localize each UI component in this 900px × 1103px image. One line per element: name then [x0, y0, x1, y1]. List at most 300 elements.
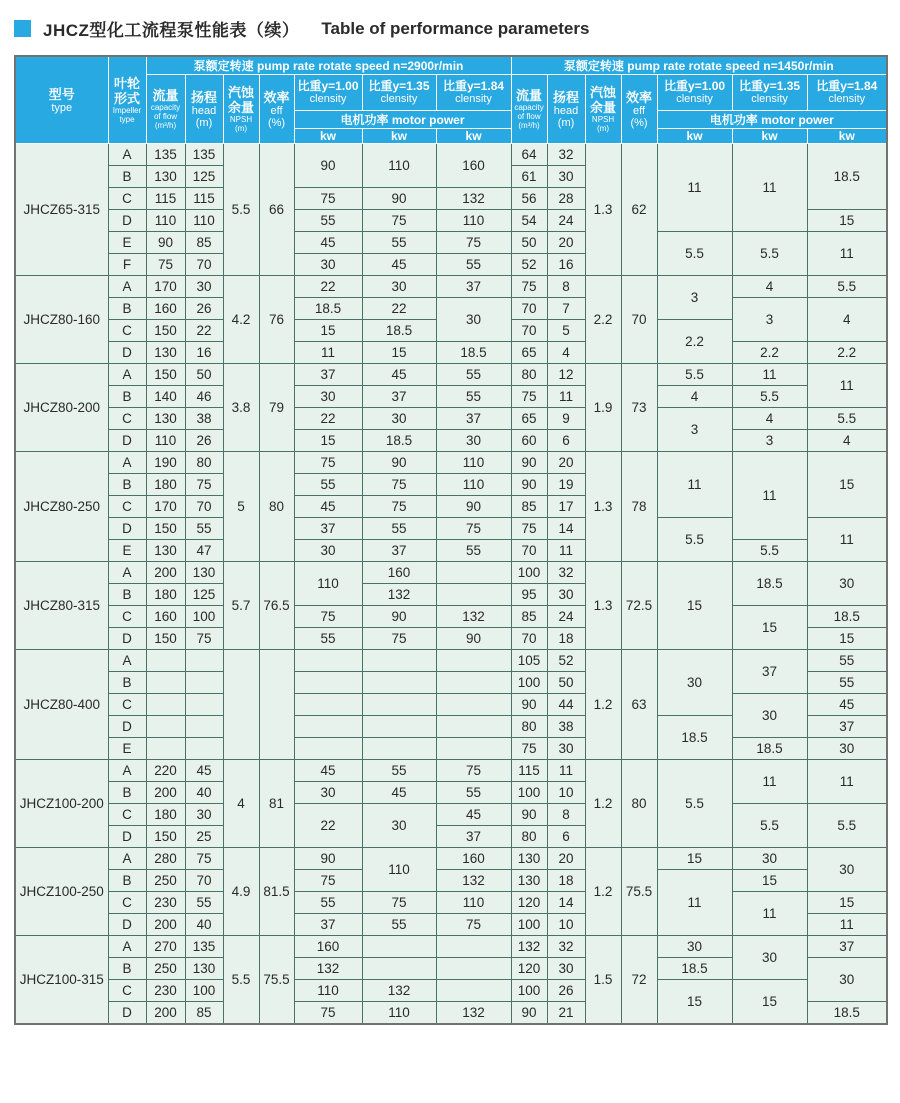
kw-header: kw: [732, 129, 807, 144]
value-cell: 32: [547, 144, 585, 166]
value-cell: 75: [362, 496, 436, 518]
impeller-type-cell: A: [108, 848, 146, 870]
value-cell: 4: [732, 408, 807, 430]
value-cell: [436, 562, 511, 584]
value-cell: 16: [547, 254, 585, 276]
pump-model-cell: JHCZ65-315: [15, 144, 108, 276]
value-cell: 50: [511, 232, 547, 254]
impeller-type-cell: C: [108, 980, 146, 1002]
value-cell: 75: [294, 452, 362, 474]
value-cell: 75: [294, 870, 362, 892]
speed-1450-header: 泵额定转速 pump rate rotate speed n=1450r/min: [511, 56, 887, 75]
impeller-type-cell: B: [108, 958, 146, 980]
value-cell: 1.2: [585, 848, 621, 936]
value-cell: 6: [547, 430, 585, 452]
table-row: [15, 804, 887, 826]
value-cell: 21: [547, 1002, 585, 1024]
value-cell: 64: [511, 144, 547, 166]
value-cell: [146, 650, 185, 672]
value-cell: 200: [146, 782, 185, 804]
value-cell: [294, 694, 362, 716]
value-cell: 75: [294, 1002, 362, 1024]
value-cell: 75: [362, 628, 436, 650]
value-cell: [362, 716, 436, 738]
value-cell: 55: [436, 254, 511, 276]
value-cell: 95: [511, 584, 547, 606]
impeller-type-cell: E: [108, 738, 146, 760]
value-cell: 70: [185, 254, 223, 276]
table-row: [15, 562, 887, 584]
value-cell: [436, 936, 511, 958]
value-cell: 37: [807, 716, 887, 738]
value-cell: 28: [547, 188, 585, 210]
value-cell: 100: [511, 980, 547, 1002]
value-cell: 150: [146, 518, 185, 540]
value-cell: 55: [436, 782, 511, 804]
page-title: [14, 16, 900, 41]
impeller-type-cell: E: [108, 232, 146, 254]
col-header-sg184-1450: 比重y=1.84 clensity: [807, 75, 887, 111]
value-cell: 18.5: [732, 738, 807, 760]
value-cell: 70: [511, 320, 547, 342]
table-row: [15, 452, 887, 474]
performance-table: [14, 55, 888, 1025]
value-cell: 15: [732, 606, 807, 650]
value-cell: 90: [511, 1002, 547, 1024]
value-cell: 52: [547, 650, 585, 672]
value-cell: 75: [362, 210, 436, 232]
value-cell: 4: [732, 276, 807, 298]
value-cell: 130: [185, 958, 223, 980]
col-header-sg135-2900: 比重y=1.35 clensity: [362, 75, 436, 111]
value-cell: 70: [511, 628, 547, 650]
value-cell: 30: [294, 540, 362, 562]
value-cell: [146, 672, 185, 694]
value-cell: 11: [547, 760, 585, 782]
value-cell: 190: [146, 452, 185, 474]
value-cell: 85: [511, 496, 547, 518]
value-cell: 110: [436, 892, 511, 914]
value-cell: 30: [547, 584, 585, 606]
value-cell: 100: [185, 606, 223, 628]
value-cell: [223, 650, 259, 760]
value-cell: 70: [511, 540, 547, 562]
value-cell: 110: [362, 848, 436, 892]
table-row: [15, 232, 887, 254]
value-cell: 11: [547, 540, 585, 562]
value-cell: 37: [294, 364, 362, 386]
col-header-impeller: 叶轮 形式 Impeller type: [108, 56, 146, 144]
value-cell: 30: [362, 804, 436, 848]
value-cell: 14: [547, 892, 585, 914]
impeller-type-cell: B: [108, 474, 146, 496]
value-cell: 45: [294, 232, 362, 254]
page-title-en: Table of performance parameters: [321, 18, 590, 38]
pump-model-cell: JHCZ100-250: [15, 848, 108, 936]
value-cell: 30: [185, 804, 223, 826]
value-cell: 78: [621, 452, 657, 562]
value-cell: 18: [547, 628, 585, 650]
value-cell: 15: [294, 430, 362, 452]
value-cell: 45: [294, 760, 362, 782]
impeller-type-cell: F: [108, 254, 146, 276]
value-cell: 22: [294, 276, 362, 298]
value-cell: 11: [732, 892, 807, 936]
value-cell: 70: [185, 870, 223, 892]
value-cell: 75: [436, 518, 511, 540]
value-cell: 2.2: [585, 276, 621, 364]
value-cell: 37: [436, 276, 511, 298]
value-cell: [294, 738, 362, 760]
impeller-type-cell: B: [108, 386, 146, 408]
value-cell: 55: [362, 518, 436, 540]
kw-header: kw: [362, 129, 436, 144]
value-cell: 46: [185, 386, 223, 408]
impeller-type-cell: C: [108, 496, 146, 518]
table-body: [15, 144, 887, 1024]
value-cell: 4: [223, 760, 259, 848]
value-cell: 45: [185, 760, 223, 782]
value-cell: 15: [807, 210, 887, 232]
value-cell: 110: [185, 210, 223, 232]
value-cell: 11: [547, 386, 585, 408]
motor-power-header-1450: 电机功率 motor power: [657, 111, 887, 129]
value-cell: 85: [185, 1002, 223, 1024]
impeller-type-cell: C: [108, 606, 146, 628]
value-cell: 30: [547, 958, 585, 980]
value-cell: 55: [807, 672, 887, 694]
value-cell: 45: [362, 254, 436, 276]
value-cell: 70: [185, 496, 223, 518]
value-cell: 75: [185, 628, 223, 650]
value-cell: 5.5: [732, 540, 807, 562]
value-cell: 1.3: [585, 144, 621, 276]
col-header-type: 型号 type: [15, 56, 108, 144]
value-cell: 200: [146, 562, 185, 584]
value-cell: 80: [511, 716, 547, 738]
value-cell: 18.5: [657, 716, 732, 760]
value-cell: 37: [436, 408, 511, 430]
value-cell: [185, 716, 223, 738]
table-row: [15, 870, 887, 892]
value-cell: 3: [732, 430, 807, 452]
table-row: [15, 936, 887, 958]
value-cell: 76: [259, 276, 294, 364]
value-cell: 75: [511, 738, 547, 760]
value-cell: 132: [511, 936, 547, 958]
value-cell: 100: [511, 562, 547, 584]
value-cell: 132: [436, 870, 511, 892]
value-cell: 18.5: [807, 606, 887, 628]
value-cell: 8: [547, 804, 585, 826]
value-cell: 30: [732, 694, 807, 738]
impeller-type-cell: C: [108, 694, 146, 716]
value-cell: 160: [436, 144, 511, 188]
value-cell: 110: [436, 210, 511, 232]
value-cell: 11: [732, 144, 807, 232]
value-cell: [146, 694, 185, 716]
value-cell: 100: [511, 782, 547, 804]
impeller-type-cell: A: [108, 936, 146, 958]
value-cell: 6: [547, 826, 585, 848]
value-cell: 7: [547, 298, 585, 320]
value-cell: 90: [436, 496, 511, 518]
value-cell: 170: [146, 276, 185, 298]
value-cell: 37: [294, 914, 362, 936]
col-header-eff-1450: 效率 eff (%): [621, 75, 657, 144]
value-cell: 5: [223, 452, 259, 562]
value-cell: [436, 584, 511, 606]
value-cell: 45: [362, 364, 436, 386]
value-cell: [185, 738, 223, 760]
value-cell: 80: [185, 452, 223, 474]
value-cell: 79: [259, 364, 294, 452]
value-cell: 37: [362, 540, 436, 562]
value-cell: 25: [185, 826, 223, 848]
value-cell: 11: [657, 144, 732, 232]
value-cell: 18.5: [807, 144, 887, 210]
table-row: [15, 276, 887, 298]
value-cell: 120: [511, 892, 547, 914]
value-cell: 5.5: [657, 760, 732, 848]
value-cell: 3: [657, 276, 732, 320]
impeller-type-cell: A: [108, 452, 146, 474]
value-cell: 110: [146, 210, 185, 232]
value-cell: 75: [362, 474, 436, 496]
value-cell: 110: [294, 562, 362, 606]
value-cell: 30: [185, 276, 223, 298]
value-cell: 180: [146, 584, 185, 606]
title-bullet-square-icon: [14, 20, 31, 37]
value-cell: 30: [807, 738, 887, 760]
value-cell: 11: [732, 452, 807, 540]
value-cell: 160: [436, 848, 511, 870]
value-cell: 160: [294, 936, 362, 958]
value-cell: 90: [362, 188, 436, 210]
kw-header: kw: [436, 129, 511, 144]
value-cell: 4: [547, 342, 585, 364]
col-header-sg100-1450: 比重y=1.00 clensity: [657, 75, 732, 111]
value-cell: 15: [657, 848, 732, 870]
value-cell: [146, 716, 185, 738]
value-cell: 15: [732, 980, 807, 1024]
value-cell: 81: [259, 760, 294, 848]
value-cell: 130: [146, 408, 185, 430]
value-cell: 130: [185, 562, 223, 584]
speed-2900-header: 泵额定转速 pump rate rotate speed n=2900r/min: [146, 56, 511, 75]
value-cell: 26: [185, 298, 223, 320]
col-header-head-1450: 扬程 head (m): [547, 75, 585, 144]
value-cell: 170: [146, 496, 185, 518]
value-cell: 2.2: [807, 342, 887, 364]
value-cell: 115: [185, 188, 223, 210]
value-cell: 30: [436, 430, 511, 452]
value-cell: 45: [807, 694, 887, 716]
value-cell: [436, 738, 511, 760]
value-cell: 280: [146, 848, 185, 870]
value-cell: 160: [146, 606, 185, 628]
value-cell: 50: [185, 364, 223, 386]
impeller-type-cell: B: [108, 584, 146, 606]
value-cell: 8: [547, 276, 585, 298]
value-cell: 4: [657, 386, 732, 408]
value-cell: 30: [436, 298, 511, 342]
value-cell: 11: [807, 518, 887, 562]
impeller-type-cell: C: [108, 408, 146, 430]
value-cell: [362, 694, 436, 716]
value-cell: 30: [547, 738, 585, 760]
value-cell: 30: [732, 848, 807, 870]
value-cell: 30: [362, 408, 436, 430]
value-cell: [362, 672, 436, 694]
table-row: [15, 430, 887, 452]
value-cell: 132: [436, 1002, 511, 1024]
value-cell: 11: [807, 914, 887, 936]
value-cell: 75: [294, 188, 362, 210]
value-cell: 18.5: [362, 430, 436, 452]
col-header-eff-2900: 效率 eff (%): [259, 75, 294, 144]
value-cell: [362, 936, 436, 958]
value-cell: [259, 650, 294, 760]
value-cell: 90: [511, 474, 547, 496]
value-cell: 90: [511, 804, 547, 826]
value-cell: 30: [547, 166, 585, 188]
value-cell: 30: [294, 386, 362, 408]
value-cell: 37: [436, 826, 511, 848]
impeller-type-cell: A: [108, 650, 146, 672]
value-cell: 3: [657, 408, 732, 452]
value-cell: 90: [294, 848, 362, 870]
value-cell: 14: [547, 518, 585, 540]
value-cell: 11: [807, 364, 887, 408]
value-cell: 32: [547, 562, 585, 584]
value-cell: 37: [807, 936, 887, 958]
value-cell: 110: [294, 980, 362, 1002]
value-cell: 30: [362, 276, 436, 298]
value-cell: 100: [185, 980, 223, 1002]
value-cell: 1.3: [585, 452, 621, 562]
value-cell: 24: [547, 210, 585, 232]
value-cell: 80: [511, 826, 547, 848]
impeller-type-cell: D: [108, 628, 146, 650]
value-cell: [362, 650, 436, 672]
value-cell: 30: [294, 782, 362, 804]
value-cell: 1.2: [585, 650, 621, 760]
value-cell: 65: [511, 408, 547, 430]
pump-model-cell: JHCZ80-400: [15, 650, 108, 760]
value-cell: 90: [511, 694, 547, 716]
value-cell: 140: [146, 386, 185, 408]
value-cell: 5.5: [807, 276, 887, 298]
value-cell: 110: [146, 430, 185, 452]
table-header: [15, 56, 887, 144]
value-cell: 22: [294, 408, 362, 430]
value-cell: 65: [511, 342, 547, 364]
value-cell: 132: [362, 584, 436, 606]
table-row: [15, 980, 887, 1002]
value-cell: 55: [294, 628, 362, 650]
table-row: [15, 540, 887, 562]
value-cell: 110: [436, 474, 511, 496]
value-cell: 55: [185, 518, 223, 540]
value-cell: 55: [436, 386, 511, 408]
motor-power-header-2900: 电机功率 motor power: [294, 111, 511, 129]
value-cell: 75: [436, 232, 511, 254]
value-cell: 55: [362, 914, 436, 936]
impeller-type-cell: A: [108, 276, 146, 298]
value-cell: 150: [146, 826, 185, 848]
value-cell: 132: [436, 606, 511, 628]
value-cell: 90: [362, 452, 436, 474]
value-cell: [294, 650, 362, 672]
value-cell: 5.5: [807, 804, 887, 848]
impeller-type-cell: D: [108, 716, 146, 738]
value-cell: 18: [547, 870, 585, 892]
value-cell: 60: [511, 430, 547, 452]
page-title-zh: JHCZ型化工流程泵性能表（续）: [43, 21, 300, 40]
value-cell: 22: [294, 804, 362, 848]
value-cell: 80: [621, 760, 657, 848]
value-cell: 18.5: [362, 320, 436, 342]
value-cell: 11: [732, 760, 807, 804]
value-cell: 1.5: [585, 936, 621, 1024]
value-cell: 115: [511, 760, 547, 782]
col-header-npsh-1450: 汽蚀 余量 NPSH (m): [585, 75, 621, 144]
value-cell: 32: [547, 936, 585, 958]
table-row: [15, 694, 887, 716]
value-cell: [436, 694, 511, 716]
value-cell: 230: [146, 980, 185, 1002]
value-cell: [185, 672, 223, 694]
value-cell: 30: [657, 650, 732, 716]
value-cell: 90: [146, 232, 185, 254]
value-cell: 11: [732, 364, 807, 386]
value-cell: 2.2: [732, 342, 807, 364]
value-cell: 72: [621, 936, 657, 1024]
kw-header: kw: [807, 129, 887, 144]
value-cell: 75: [185, 474, 223, 496]
value-cell: 180: [146, 804, 185, 826]
value-cell: 15: [657, 980, 732, 1024]
value-cell: 125: [185, 584, 223, 606]
value-cell: 47: [185, 540, 223, 562]
value-cell: 15: [807, 452, 887, 518]
value-cell: 110: [436, 452, 511, 474]
value-cell: 5.5: [732, 386, 807, 408]
value-cell: 61: [511, 166, 547, 188]
value-cell: 75: [185, 848, 223, 870]
col-header-sg100-2900: 比重y=1.00 clensity: [294, 75, 362, 111]
impeller-type-cell: B: [108, 870, 146, 892]
value-cell: 110: [362, 1002, 436, 1024]
value-cell: 55: [807, 650, 887, 672]
value-cell: 62: [621, 144, 657, 276]
value-cell: 85: [511, 606, 547, 628]
value-cell: 180: [146, 474, 185, 496]
impeller-type-cell: D: [108, 1002, 146, 1024]
value-cell: 38: [185, 408, 223, 430]
value-cell: 63: [621, 650, 657, 760]
value-cell: 75: [511, 386, 547, 408]
table-row: [15, 738, 887, 760]
value-cell: 18.5: [657, 958, 732, 980]
value-cell: 80: [511, 364, 547, 386]
value-cell: 30: [807, 562, 887, 606]
value-cell: 130: [146, 540, 185, 562]
value-cell: 37: [732, 650, 807, 694]
value-cell: 125: [185, 166, 223, 188]
value-cell: 18.5: [807, 1002, 887, 1024]
